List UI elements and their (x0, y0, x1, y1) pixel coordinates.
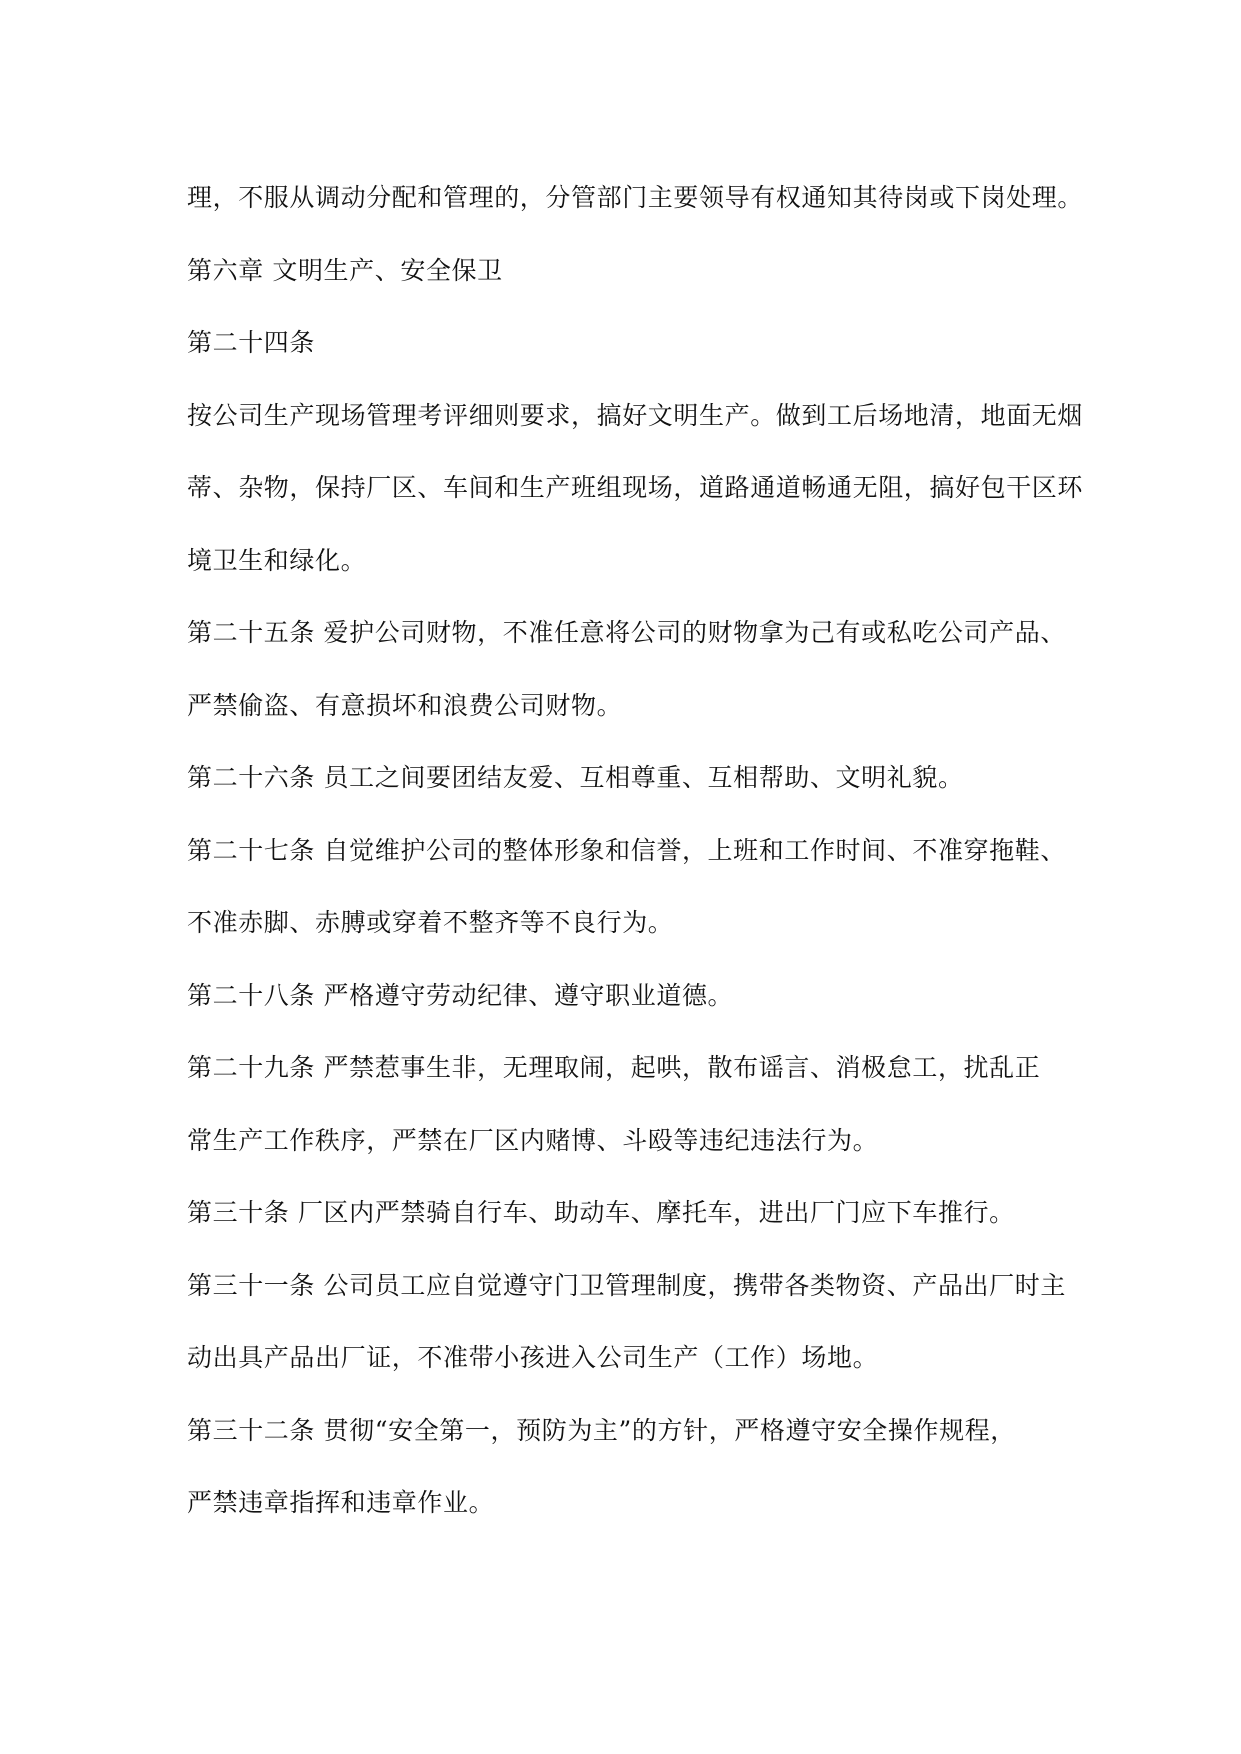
text-line: 常生产工作秩序，严禁在厂区内赌博、斗殴等违纪违法行为。 (187, 1125, 879, 1155)
text-line: 动出具产品出厂证，不准带小孩进入公司生产（工作）场地。 (187, 1343, 879, 1372)
text-line: 蒂、杂物，保持厂区、车间和生产班组现场，道路通道畅通无阻，搞好包干区环 (187, 473, 1084, 502)
text-line: 理，不服从调动分配和管理的，分管部门主要领导有权通知其待岗或下岗处理。 (187, 183, 1084, 212)
chapter-heading: 第六章 文明生产、安全保卫 (187, 255, 503, 285)
text-line: 严禁偷盗、有意损坏和浪费公司财物。 (187, 690, 623, 720)
document-body (187, 178, 1084, 1556)
text-line: 第二十七条 自觉维护公司的整体形象和信誉，上班和工作时间、不准穿拖鞋、 (187, 835, 1066, 865)
text-line: 按公司生产现场管理考评细则要求，搞好文明生产。做到工后场地清，地面无烟 (187, 400, 1084, 430)
text-line: 第三十一条 公司员工应自觉遵守门卫管理制度，携带各类物资、产品出厂时主 (187, 1270, 1066, 1300)
text-line: 不准赤脚、赤膊或穿着不整齐等不良行为。 (187, 908, 674, 937)
text-line: 第二十八条 严格遵守劳动纪律、遵守职业道德。 (187, 980, 734, 1010)
text-line: 第二十五条 爱护公司财物，不准任意将公司的财物拿为己有或私吃公司产品、 (187, 618, 1066, 647)
text-line: 第三十条 厂区内严禁骑自行车、助动车、摩托车，进出厂门应下车推行。 (187, 1198, 1015, 1227)
article-heading: 第二十四条 (187, 328, 316, 357)
text-line: 第三十二条 贯彻“安全第一，预防为主”的方针，严格遵守安全操作规程， (187, 1415, 1016, 1445)
text-line: 第二十九条 严禁惹事生非，无理取闹，起哄，散布谣言、消极怠工，扰乱正 (187, 1053, 1041, 1082)
text-line: 境卫生和绿化。 (187, 545, 367, 575)
text-line: 严禁违章指挥和违章作业。 (187, 1488, 495, 1517)
text-line: 第二十六条 员工之间要团结友爱、互相尊重、互相帮助、文明礼貌。 (187, 763, 964, 792)
